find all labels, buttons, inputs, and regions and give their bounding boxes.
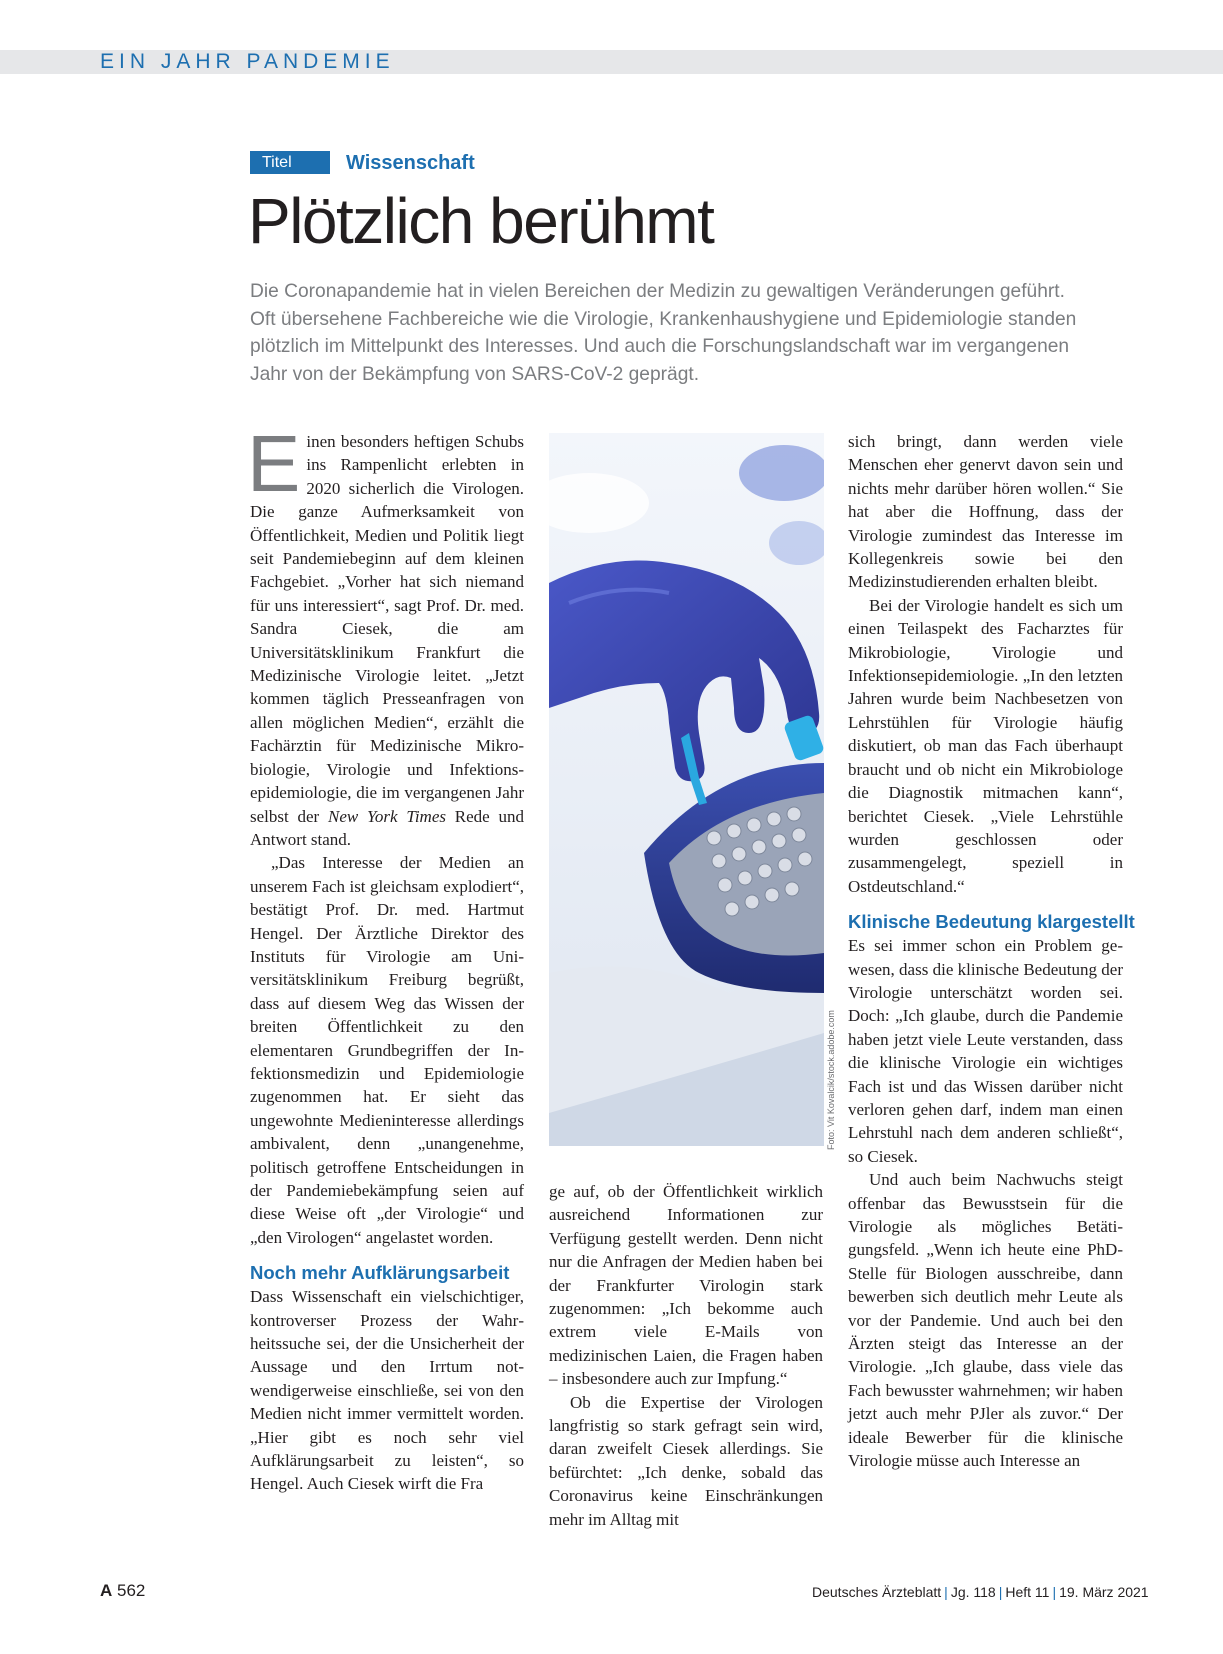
gloved-hand-pipette-illustration	[549, 433, 824, 1146]
text-column-3	[848, 430, 1135, 1472]
page-number	[100, 1580, 145, 1602]
paragraph: Und auch beim Nachwuchs steigt offenbar das Bewusstsein für die Virologie als mögliches Betätigungsfeld. „Wenn ich heute eine PhD-Stelle für Biologen ausschreibe, dann bewerben sich deutlich mehr Leute als vor der Pandemie. Und auch bei den Ärzten steigt das Interesse an der Virologie. „Ich glaube, dass viele das Fach bewusster wahrnehmen; wir haben jetzt auch mehr PJler als zuvor.“ Der ideale Bewerber für die klinische Virologie müsse auch Interesse an	[848, 1170, 1123, 1471]
paragraph: Dass Wissenschaft ein vielschichtiger, kontroverser Prozess der Wahrheitssuche sei, der die Unsicherheit der Aussage und den Irrtum notwendigerweise einschließe, sei von den Medien nicht immer vermittelt worden. „Hier gibt es noch sehr viel Aufklärungsarbeit zu leisten“, so Hengel. Auch Ciesek wirft die Fra	[250, 1287, 524, 1494]
text-column-1	[247, 419, 524, 1496]
journal-name: Deutsches Ärzteblatt	[812, 1584, 942, 1600]
paragraph	[247, 419, 524, 851]
paragraph: Ob die Expertise der Virologen langfristig so stark gefragt sein wird, daran zweifelt Ciesek allerdings. Sie befürchtet: „Ich denke, sobald das Coronavirus keine Einschränkungen mehr im Alltag mit	[549, 1392, 823, 1529]
section-label: EIN JAHR PANDEMIE	[100, 50, 395, 73]
page-number-value: 562	[117, 1581, 146, 1600]
paragraph-text: inen besonders heftigen Schubs ins Rampenlicht erlebten in 2020 sicherlich die Virologen. Die ganze Aufmerksamkeit von Öffentlichkeit, Medien und Politik liegt seit Pandemiebeginn auf dem kleinen Fachgebiet. „Vorher hat sich niemand für uns interessiert“, sagt Prof. Dr. med. Sandra Ciesek, die am Universitätsklinikum Frankfurt die Medizinische Virologie leitet. „Jetzt kommen täglich Presseanfragen von allen möglichen Medien“, erzählt die Fachärztin für Medizinische Mikrobiologie, Virologie und Infektionsepidemiologie, die im vergangenen Jahr selbst der	[250, 432, 524, 826]
subheading: Noch mehr Aufklärungsarbeit	[250, 1262, 510, 1284]
paragraph: „Das Interesse der Medien an unserem Fach ist gleichsam explodiert“, bestätigt Prof. Dr. med. Hartmut Hengel. Der Ärztliche Direktor des Instituts für Virologie am Universitätsklinikum Freiburg begrüßt, dass auf diesem Weg das Wissen der breiten Öffentlichkeit zu den elementaren Grundbegriffen der Infektionsmedizin und Epidemiologie zugenommen hat. Er sieht das ungewohnte Medieninteresse allerdings ambivalent, denn „unangenehme, politisch getroffene Entscheidungen in der Pandemiebekämpfung seien auf diese Weise oft „der Virologie“ und „den Virologen“ angelastet worden.	[250, 853, 524, 1247]
journal-issue: Heft 11	[1005, 1584, 1050, 1600]
separator: |	[1052, 1584, 1057, 1600]
paragraph-text: Rede und Antwort stand.	[250, 806, 524, 849]
paragraph: Bei der Virologie handelt es sich um einen Teilaspekt des Facharztes für Mikrobiologie, Virologie und Infektionsepidemiologie. „In den letzten Jahren wurde beim Nachbesetzen von Lehrstühlen für Virologie häufig diskutiert, ob man das Fach überhaupt braucht und ob nicht ein Mikrobiologe die Diagnostik mitmachen kann“, berichtet Ciesek. „Viele Lehrstühle wurden geschlossen oder zusammengelegt, speziell in Ostdeutschland.“	[848, 595, 1123, 896]
lead-line: plötzlich im Mittelpunkt des Interesses. Und auch die Forschungslandschaft war im vergangenen	[250, 336, 1070, 357]
drop-cap: E	[247, 419, 301, 508]
journal-info	[812, 1583, 1149, 1601]
photo-credit: Foto: Vit Kovalcik/stock.adobe.com	[826, 1010, 836, 1150]
newspaper-title: New York Times	[327, 806, 446, 826]
article-lead	[250, 278, 1130, 388]
paragraph: ge auf, ob der Öffentlichkeit wirklich ausreichend Informationen zur Verfügung gestellt werden. Denn nicht nur die Anfragen der Medien haben bei der Frankfurter Virologin stark zugenommen: „Ich bekomme auch extrem viele E-Mails von medizinischen Laien, die Fragen haben – insbesondere auch zur Impfung.“	[549, 1182, 823, 1389]
journal-date: 19. März 2021	[1059, 1584, 1149, 1600]
separator: |	[944, 1584, 948, 1600]
lead-line: Jahr von der Bekämpfung von SARS-CoV-2 geprägt.	[250, 363, 700, 385]
lab-photo	[549, 433, 824, 1146]
subheading: Klinische Bedeutung klargestellt	[848, 911, 1135, 933]
page-prefix: A	[100, 1581, 113, 1600]
text-column-2	[549, 1180, 823, 1531]
paragraph: sich bringt, dann werden viele Menschen eher genervt davon sein und nichts mehr darüber hören wollen.“ Sie hat aber die Hoffnung, dass der Virologie zumindest das Interesse im Kollegenkreis sowie bei den Medizinstudierenden erhalten bleibt.	[848, 432, 1123, 592]
rubric-label: Wissenschaft	[346, 152, 475, 174]
separator: |	[998, 1584, 1003, 1600]
lead-line: Die Coronapandemie hat in vielen Bereichen der Medizin zu gewaltigen Veränderungen geführt.	[250, 281, 1065, 302]
lead-line: Oft übersehene Fachbereiche wie die Virologie, Krankenhaushygiene und Epidemiologie standen	[250, 308, 1077, 330]
titel-badge: Titel	[250, 151, 330, 174]
journal-volume: Jg. 118	[950, 1584, 996, 1600]
article-headline: Plötzlich berühmt	[248, 185, 714, 257]
paragraph: Es sei immer schon ein Problem gewesen, dass die klinische Bedeutung der Virologie unterschätzt worden sei. Doch: „Ich glaube, durch die Pandemie haben jetzt viele Leute verstanden, dass die klinische Virologie ein wichtiges Fach ist und das Wissen darüber nicht verloren gehen darf, indem man einen Lehrstuhl nach dem anderen schließt“, so Ciesek.	[848, 936, 1123, 1166]
